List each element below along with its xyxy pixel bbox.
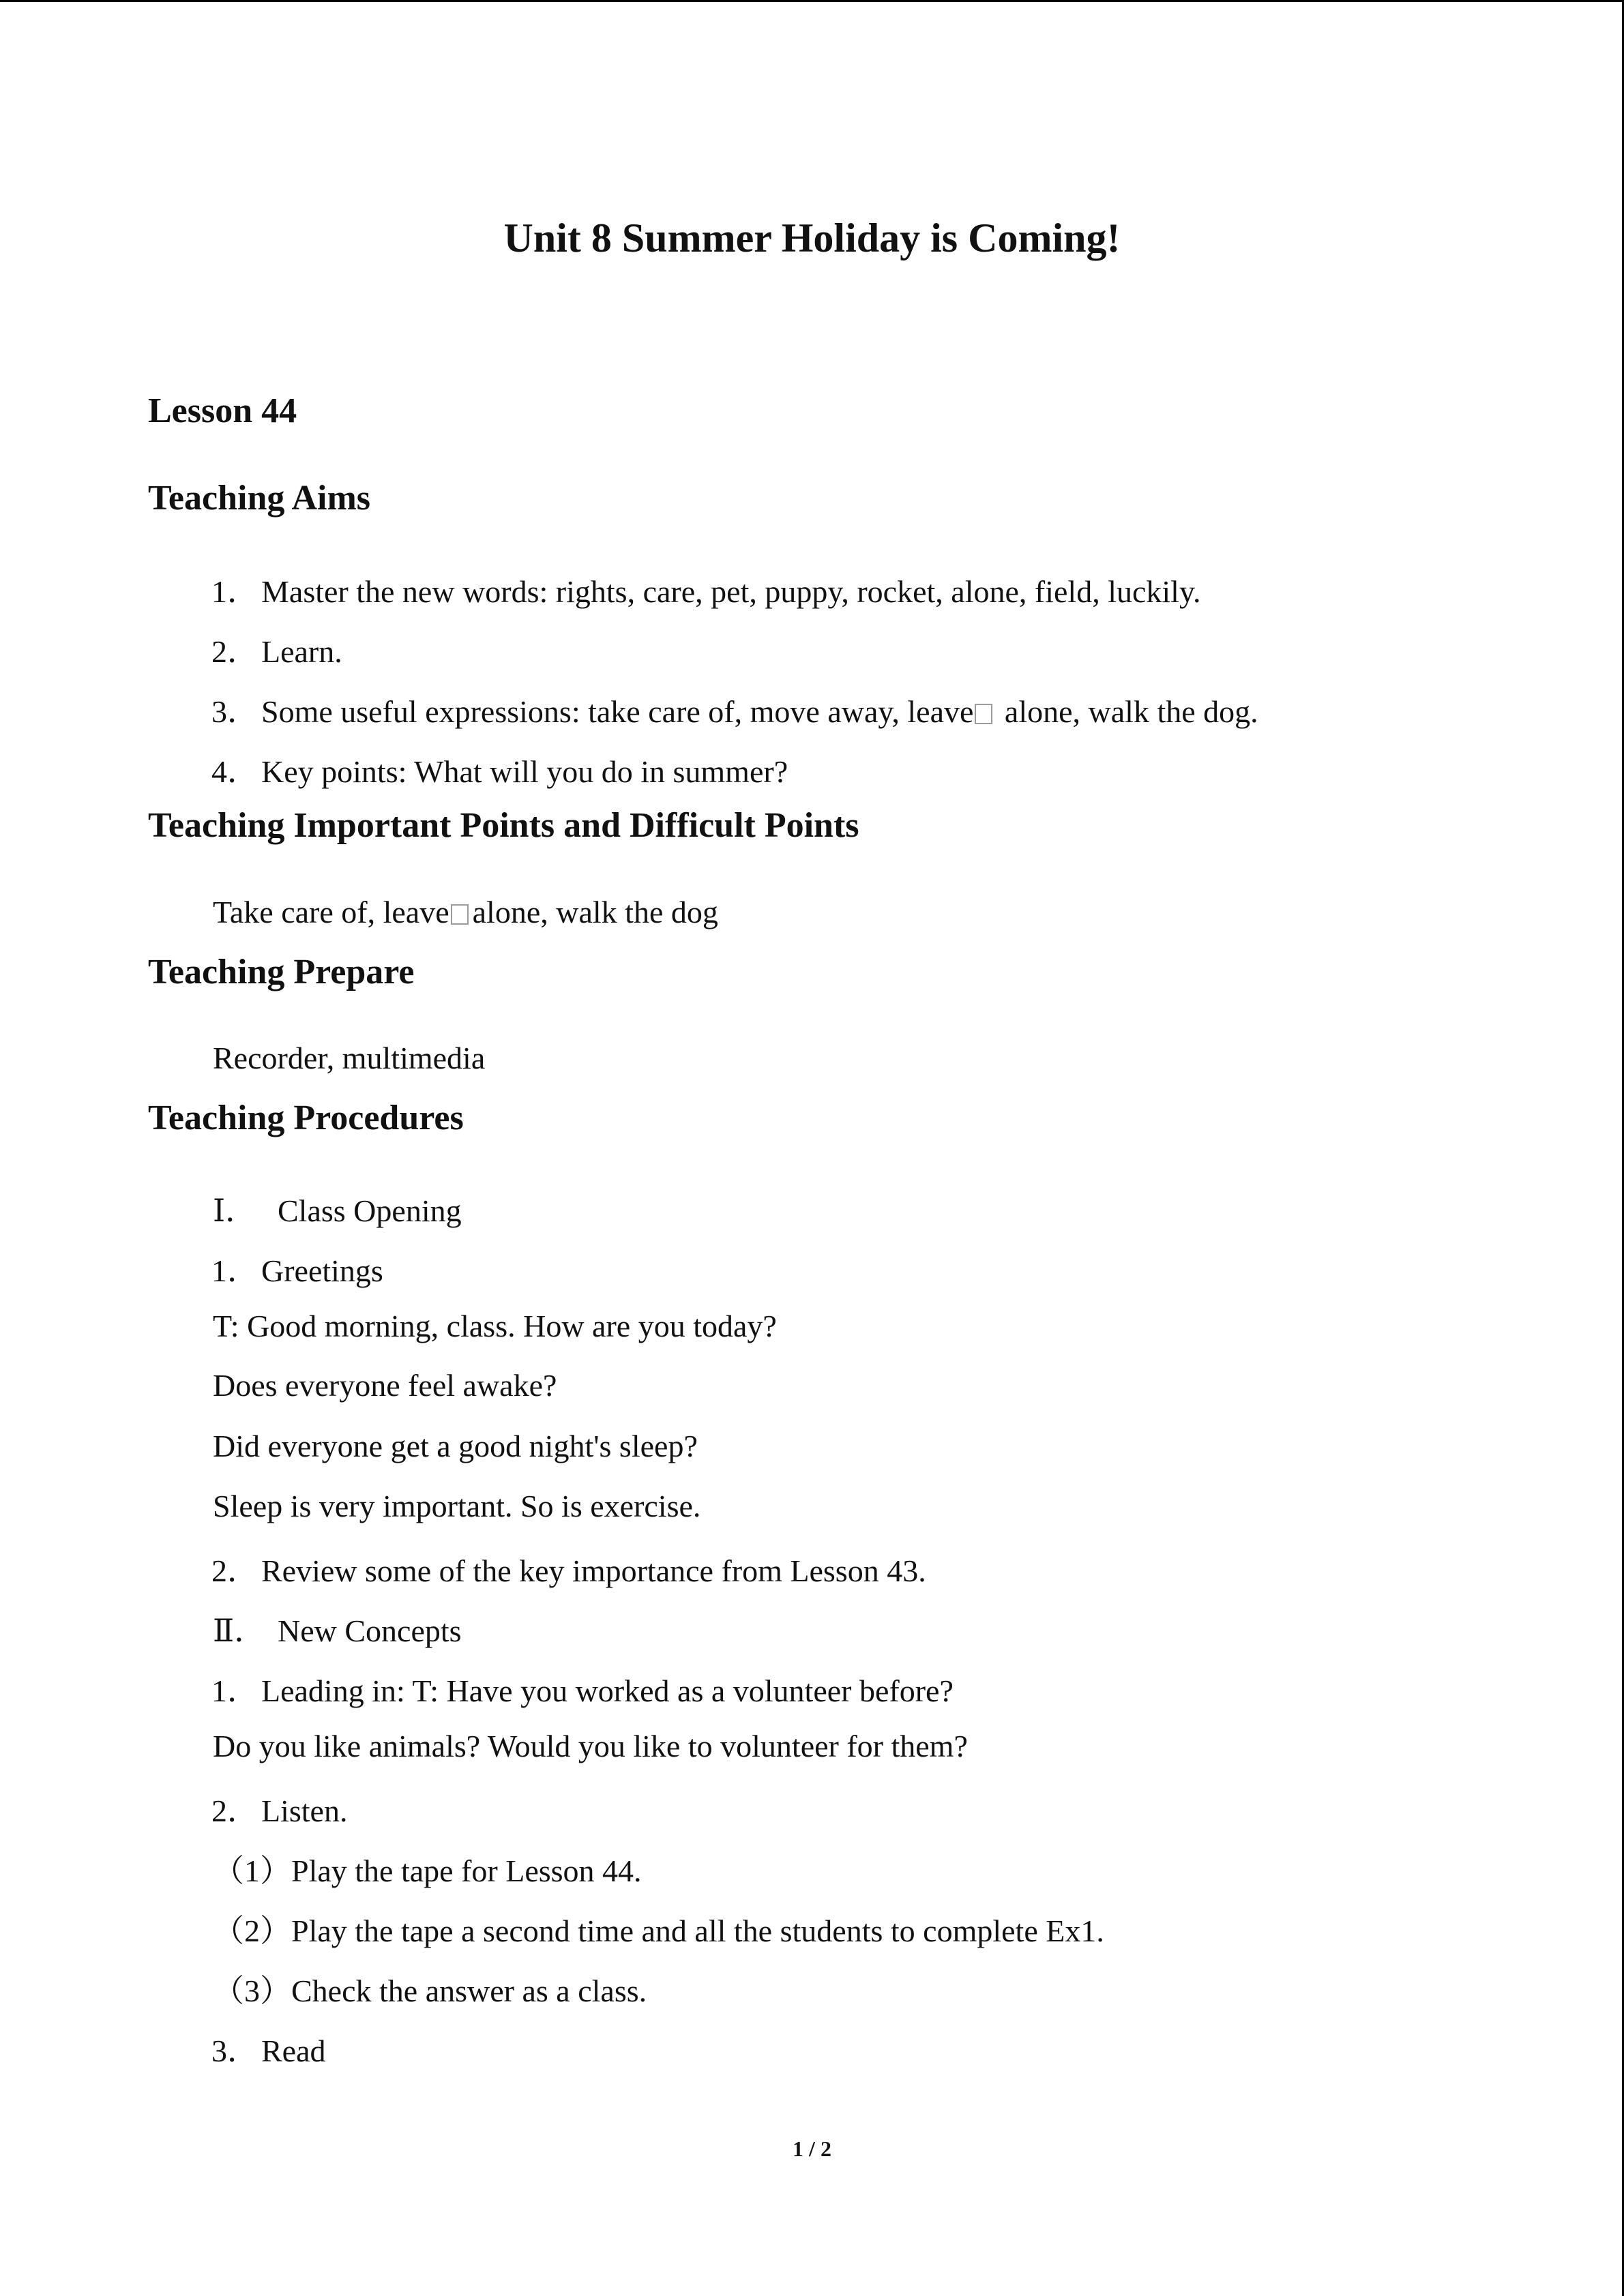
procedure-line: Does everyone feel awake? [213,1368,557,1403]
procedure-line [213,1966,647,2011]
item-text: Some useful expressions: take care of, move away, leave [261,694,974,729]
line-number: 2． [211,1793,259,1828]
item-number: 4． [211,754,259,789]
procedure-line [211,2026,326,2071]
line-number: （3） [213,1973,291,2008]
line-text: Play the tape for Lesson 44. [291,1853,642,1888]
aims-item [211,627,342,672]
line-number: Ⅱ． [213,1613,266,1648]
line-text: Leading in: T: Have you worked as a volunteer before? [261,1673,954,1708]
document-title: Unit 8 Summer Holiday is Coming! [503,215,1121,260]
procedure-line: Did everyone get a good night's sleep? [213,1429,698,1463]
procedure-line [211,1546,926,1591]
aims-item [211,687,1258,732]
procedure-line: Sleep is very important. So is exercise. [213,1489,701,1523]
procedure-line: Do you like animals? Would you like to volunteer for them? [213,1729,968,1763]
procedure-line [213,1846,642,1891]
item-text: Learn. [261,634,342,669]
line-text: Check the answer as a class. [291,1973,647,2008]
procedures-heading: Teaching Procedures [148,1099,464,1137]
procedure-line [213,1606,462,1651]
line-number: 1． [211,1673,259,1708]
important-heading: Teaching Important Points and Difficult Points [148,806,859,845]
procedure-line [213,1186,462,1231]
aims-heading: Teaching Aims [148,479,371,518]
procedure-line: T: Good morning, class. How are you today? [213,1309,777,1343]
prepare-text: Recorder, multimedia [213,1041,486,1075]
line-text: New Concepts [278,1613,462,1648]
line-number: Ⅰ． [213,1193,257,1228]
item-text: alone, walk the dog. [996,694,1258,729]
aims-item [211,567,1200,612]
line-number: （2） [213,1913,291,1948]
important-text [213,894,718,930]
aims-item [211,747,788,792]
item-number: 1． [211,574,259,609]
procedure-line [211,1666,954,1711]
line-text: Class Opening [278,1193,462,1228]
placeholder-box [451,904,469,925]
important-text-end: alone, walk the dog [472,895,718,929]
prepare-heading: Teaching Prepare [148,953,415,992]
line-number: 3． [211,2033,259,2068]
line-number: （1） [213,1853,291,1888]
procedure-line [211,1786,347,1831]
line-text: Listen. [261,1793,348,1828]
procedure-line [211,1246,383,1291]
line-text: Greetings [261,1253,383,1288]
line-number: 2． [211,1553,259,1588]
item-number: 2． [211,634,259,669]
item-text: Key points: What will you do in summer? [261,754,788,789]
page-number: 1 / 2 [793,2136,831,2161]
placeholder-box [975,704,992,724]
line-text: Read [261,2033,326,2068]
item-text: Master the new words: rights, care, pet, puppy, rocket, alone, field, luckily. [261,574,1201,609]
important-text-start: Take care of, leave [213,895,449,929]
item-number: 3． [211,694,259,729]
line-text: Play the tape a second time and all the students to complete Ex1. [291,1913,1104,1948]
lesson-heading: Lesson 44 [148,391,297,430]
line-text: Review some of the key importance from Lesson 43. [261,1553,926,1588]
procedure-line [213,1906,1104,1951]
line-number: 1． [211,1253,259,1288]
